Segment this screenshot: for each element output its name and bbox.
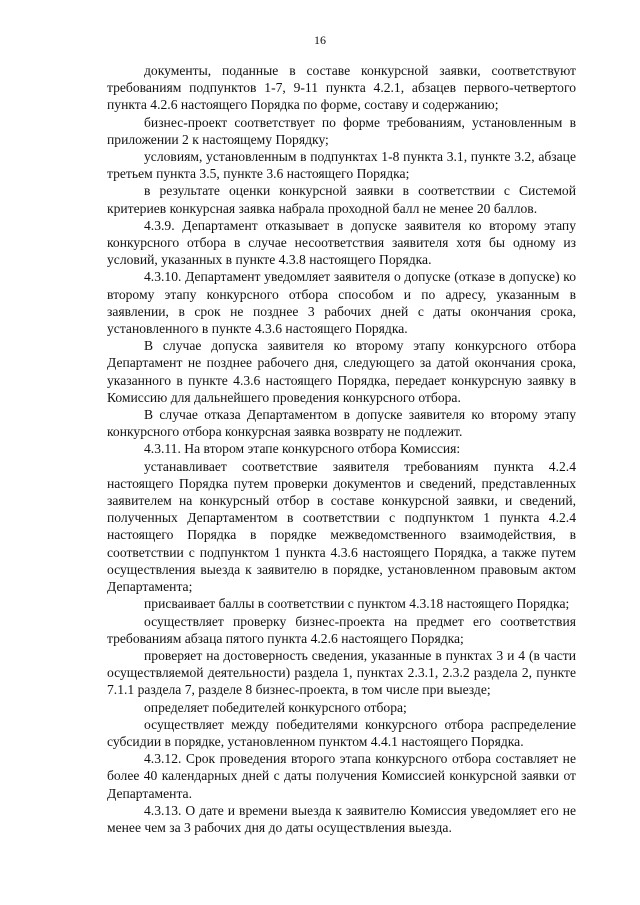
paragraph: условиям, установленным в подпунктах 1-8 пункта 3.1, пункте 3.2, абзаце третьем пункта 3.5, пункте 3.6 настоящего Порядка; <box>107 149 576 182</box>
document-body <box>107 62 576 836</box>
paragraph: 4.3.10. Департамент уведомляет заявителя о допуске (отказе в допуске) ко второму этапу конкурсного отбора способом и по адресу, указанным в заявлении, в срок не позднее 3 рабочих дней с даты окончания срока, установленного в пункте 4.3.6 настоящего Порядка. <box>107 269 576 337</box>
paragraph: в результате оценки конкурсной заявки в соответствии с Системой критериев конкурсная заявка набрала проходной балл не менее 20 баллов. <box>107 183 576 216</box>
paragraph: 4.3.11. На втором этапе конкурсного отбора Комиссия: <box>144 441 461 457</box>
paragraph: В случае отказа Департаментом в допуске заявителя ко второму этапу конкурсного отбора конкурсная заявка возврату не подлежит. <box>107 407 576 440</box>
paragraph: осуществляет проверку бизнес-проекта на предмет его соответствия требованиям абзаца пятого пункта 4.2.6 настоящего Порядка; <box>107 613 576 646</box>
paragraph: В случае допуска заявителя ко второму этапу конкурсного отбора Департамент не позднее рабочего дня, следующего за датой окончания срока, указанного в пункте 4.3.6 настоящего Порядка, передает конкурсную заявку в Комиссию для дальнейшего проведения конкурсного отбора. <box>107 338 576 405</box>
paragraph: проверяет на достоверность сведения, указанные в пунктах 3 и 4 (в части осуществляемой деятельности) раздела 1, пунктах 2.3.1, 2.3.2 раздела 2, пункте 7.1.1 раздела 7, разделе 8 бизнес-проекта, в том числе при выезде; <box>107 647 576 698</box>
page-number: 16 <box>314 33 326 47</box>
paragraph: 4.3.13. О дате и времени выезда к заявителю Комиссия уведомляет его не менее чем за 3 рабочих дня до даты осуществления выезда. <box>107 802 576 835</box>
paragraph: документы, поданные в составе конкурсной заявки, соответствуют требованиям подпунктов 1-7, 9-11 пункта 4.2.1, абзацев первого-четвертого пункта 4.2.6 настоящего Порядка по форме, составу и содержанию; <box>107 63 576 113</box>
paragraph: 4.3.9. Департамент отказывает в допуске заявителя ко второму этапу конкурсного отбора в случае несоответствия заявителя хотя бы одному из условий, указанных в пункте 4.3.8 настоящего Порядка. <box>107 217 576 268</box>
paragraph: определяет победителей конкурсного отбора; <box>144 699 407 715</box>
paragraph: присваивает баллы в соответствии с пунктом 4.3.18 настоящего Порядка; <box>144 596 570 612</box>
paragraph: бизнес-проект соответствует по форме требованиям, установленным в приложении 2 к настоящему Порядку; <box>107 114 576 147</box>
paragraph: осуществляет между победителями конкурсного отбора распределение субсидии в порядке, установленном пунктом 4.4.1 настоящего Порядка. <box>107 716 576 749</box>
paragraph: 4.3.12. Срок проведения второго этапа конкурсного отбора составляет не более 40 календарных дней с даты получения Комиссией конкурсной заявки от Департамента. <box>107 751 576 801</box>
paragraph: устанавливает соответствие заявителя требованиям пункта 4.2.4 настоящего Порядка путем проверки документов и сведений, представленных заявителем на конкурсный отбор в составе конкурсной заявки, и сведений, полученных Департаментом в соответствии с подпунктом 1 пункта 4.2.4 настоящего Порядка в порядке межведомственного взаимодействия, в соответствии с подпунктом 1 пункта 4.3.6 настоящего Порядка, а также путем осуществления выезда к заявителю в порядке, установленном правовым актом Департамента; <box>107 458 576 595</box>
